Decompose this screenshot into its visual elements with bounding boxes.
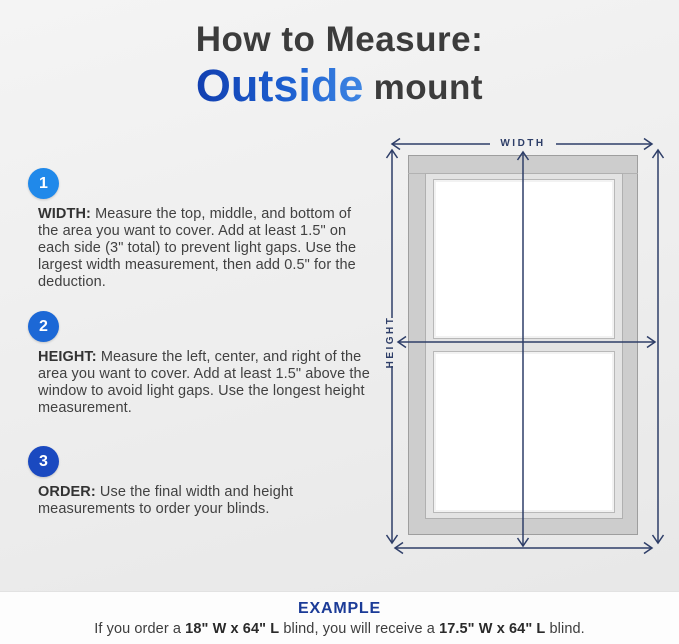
step-1-body: Measure the top, middle, and bottom of the area you want to cover. Add at least 1.5" on each side (3" total) to prevent light gaps. Use the largest width measurement, then add 0.5" for the deduction. xyxy=(38,206,357,290)
page-title xyxy=(0,22,679,109)
step-2-body: Measure the left, center, and right of the area you want to cover. Add at least 1.5" above the window to avoid light gaps. Use the longest height measurement. xyxy=(38,349,370,416)
step-3-text xyxy=(38,484,370,518)
title-line2 xyxy=(0,59,679,111)
step-1-number-badge: 1 xyxy=(28,168,59,199)
height-arrow-right xyxy=(653,150,664,543)
example-received-size: 17.5" W x 64" L xyxy=(439,621,546,637)
title-suffix: mount xyxy=(363,67,484,107)
step-1-label: WIDTH: xyxy=(38,206,91,222)
example-seg-3: blind. xyxy=(545,621,585,637)
title-highlight: Outside xyxy=(195,59,364,111)
step-3-number-badge: 3 xyxy=(28,446,59,477)
center-vertical-arrow xyxy=(518,152,529,546)
step-3-label: ORDER: xyxy=(38,484,96,500)
step-2-number-badge: 2 xyxy=(28,311,59,342)
center-horizontal-arrow xyxy=(398,337,655,348)
window-diagram xyxy=(378,130,679,560)
measurement-arrows xyxy=(378,130,679,560)
step-2-text xyxy=(38,349,370,417)
title-line1: How to Measure: xyxy=(195,20,484,59)
width-label: WIDTH xyxy=(500,138,546,149)
step-2-label: HEIGHT: xyxy=(38,349,97,365)
example-seg-2: blind, you will receive a xyxy=(279,621,440,637)
example-text xyxy=(0,621,679,637)
step-1-text xyxy=(38,206,370,291)
step-3-body: Use the final width and height measurements to order your blinds. xyxy=(38,484,294,517)
example-ordered-size: 18" W x 64" L xyxy=(185,621,280,637)
example-section xyxy=(0,591,679,644)
example-seg-1: If you order a xyxy=(94,621,186,637)
step-2 xyxy=(28,311,370,417)
height-label: HEIGHT xyxy=(385,315,396,369)
example-heading: EXAMPLE xyxy=(298,600,381,617)
step-1 xyxy=(28,168,370,291)
step-3 xyxy=(28,446,370,518)
